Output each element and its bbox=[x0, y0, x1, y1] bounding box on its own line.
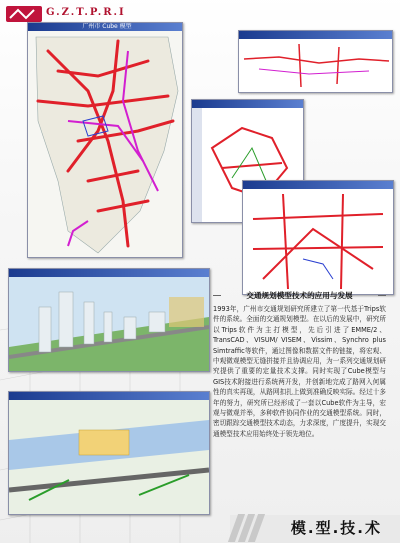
logo bbox=[6, 6, 42, 22]
cad-window-title bbox=[9, 392, 209, 400]
network-window-title bbox=[239, 31, 392, 39]
heading-rule-right bbox=[378, 295, 386, 296]
cad-site-plan bbox=[9, 400, 209, 514]
cube-model-window-title: 广州市 Cube 模型 bbox=[28, 23, 182, 31]
brand-name: G.Z.T.P.R.I bbox=[46, 7, 126, 18]
logo-mark-icon bbox=[6, 6, 42, 22]
vissim-3d-window bbox=[8, 268, 210, 372]
cube-model-window bbox=[27, 22, 183, 258]
vissim-3d-city bbox=[9, 277, 209, 371]
footer-title: 模.型.技.术 bbox=[290, 519, 382, 537]
network-diagram bbox=[239, 39, 392, 92]
emme-model-window bbox=[242, 180, 394, 295]
article-body: 1993年，广州市交通规划研究所建立了第一代基于Trips软件的系统。全面的交通规划模型。在以后的发展中，研究所以Trips软件为主打模型，先后引进了EMME/2、TransCAD、VISUM/ VISEM、Vissim、Synchro plus Simtraffic等软件，通过图像和数据文件的链接，将宏观、中观微观模型无缝拼接并且协调应用，为一系列交通规划研究提供了重要的定量技术支撑。同时实现了Cube模型与GIS技术附接进行系统两开发，并创新地完成了路网入何属性的真实再现，从路网扣扎上做到准确反映实际。经过十多年的努力，研究所已经形成了一套以Cube软件为主导，宏观与微观并举，多种软件协同作业的交通模型系统。同时，密切跟踪交通模型技术动态，力求深度，广度提升，实现交通模型技术应用始终处于领先地位。 bbox=[213, 305, 386, 438]
network-model-window bbox=[238, 30, 393, 93]
article-heading: 交通规划模型技术的应用与发展 bbox=[246, 291, 353, 300]
article-panel bbox=[213, 290, 386, 515]
cad-plan-window bbox=[8, 391, 210, 515]
emme-window-title bbox=[243, 181, 393, 189]
emme-network-diagram bbox=[243, 189, 393, 294]
guangzhou-network-map bbox=[28, 31, 182, 257]
intersection-window-title bbox=[192, 100, 303, 108]
vissim-window-title bbox=[9, 269, 209, 277]
